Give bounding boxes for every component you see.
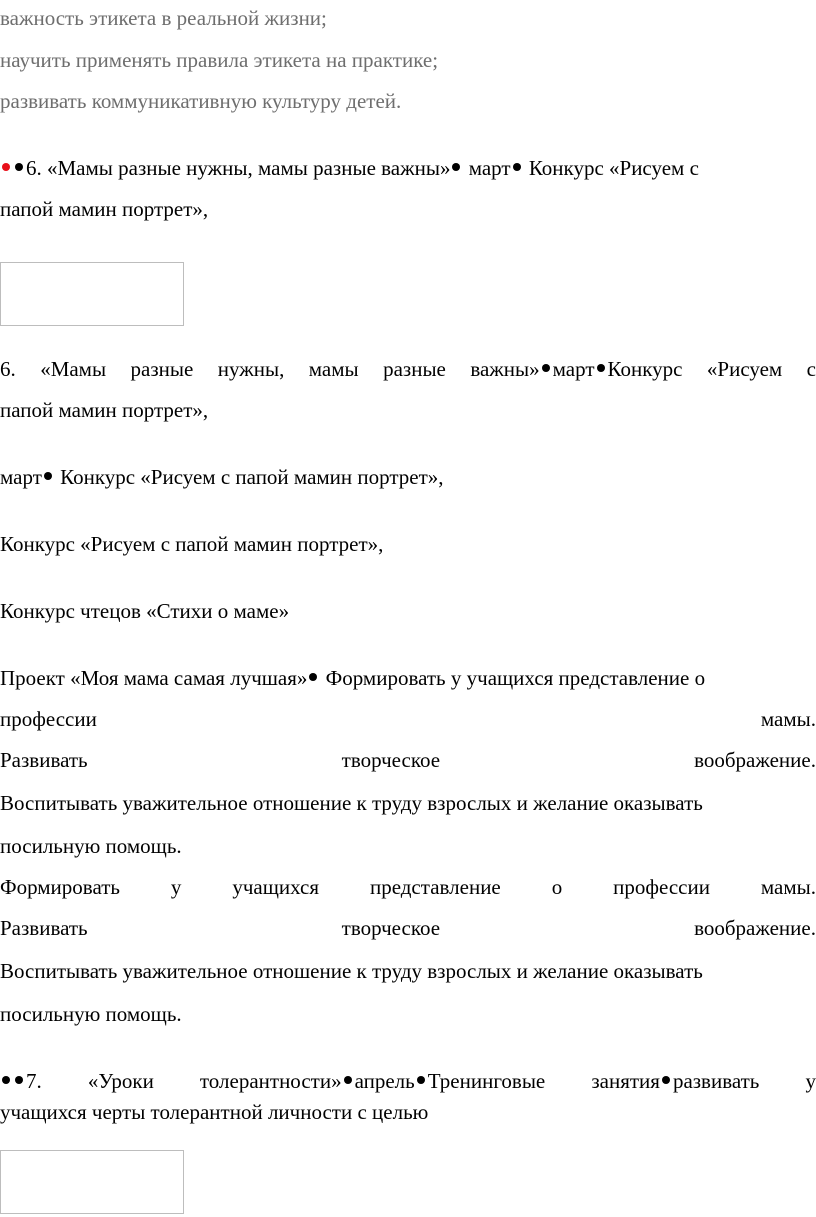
bullet-icon	[542, 364, 550, 372]
empty-table-cell	[0, 1150, 184, 1214]
word: представление	[369, 875, 501, 899]
word: у	[170, 875, 182, 899]
word: мамы	[308, 357, 359, 381]
bullet-icon	[15, 1076, 23, 1084]
word-group	[200, 1067, 545, 1095]
word: творческое	[341, 916, 441, 940]
word: «Рисуем	[706, 357, 783, 381]
word: «Мамы	[40, 357, 107, 381]
word: разные	[383, 357, 446, 381]
word: с	[806, 357, 816, 381]
bullet-icon	[15, 163, 23, 171]
item6-bullet-line	[0, 154, 816, 182]
project-line-1	[0, 664, 816, 692]
project-line-4: Воспитывать уважительное отношение к труду взрослых и желание оказывать	[0, 791, 703, 815]
repeat-line-2	[0, 914, 816, 942]
word: Развивать	[0, 748, 88, 772]
word: у	[805, 1069, 816, 1093]
readers-contest-line: Конкурс чтецов «Стихи о маме»	[0, 599, 290, 623]
march-word: март	[0, 465, 42, 489]
word: воображение.	[694, 748, 816, 772]
word-group	[591, 1067, 759, 1095]
item7-line-1	[0, 1067, 816, 1095]
bullet-icon	[452, 163, 460, 171]
word-group	[0, 1067, 42, 1095]
contest-line: Конкурс «Рисуем с папой мамин портрет»,	[0, 532, 384, 556]
word: занятия	[591, 1069, 660, 1093]
project-goal: Формировать у учащихся представление о	[320, 666, 706, 690]
word: Развивать	[0, 916, 88, 940]
project-line-3	[0, 746, 816, 774]
word: 6.	[0, 357, 16, 381]
word: важны»	[470, 357, 540, 381]
word: воображение.	[694, 916, 816, 940]
item6-contest: Конкурс «Рисуем с	[523, 156, 699, 180]
bullet-icon	[417, 1076, 425, 1084]
repeat-line-1	[0, 873, 816, 901]
word: Тренинговые	[427, 1069, 546, 1093]
word-group	[470, 355, 682, 383]
bullet-icon	[662, 1076, 670, 1084]
word: «Уроки	[87, 1069, 154, 1093]
word: мамы.	[760, 875, 816, 899]
goal-line-3: развивать коммуникативную культуру детей.	[0, 89, 402, 113]
item6-detail-line	[0, 355, 816, 383]
project-line-5: посильную помощь.	[0, 834, 182, 858]
word: Конкурс	[607, 357, 683, 381]
red-bullet-icon	[2, 163, 10, 171]
bullet-icon	[597, 364, 605, 372]
word: Формировать	[0, 875, 120, 899]
march-line	[0, 463, 816, 491]
word: нужны,	[217, 357, 285, 381]
item6-detail-line2: папой мамин портрет»,	[0, 398, 209, 422]
march-contest: Конкурс «Рисуем с папой мамин портрет»,	[54, 465, 444, 489]
item7-month: апрель	[354, 1069, 415, 1093]
word: о	[551, 875, 563, 899]
goal-line-1: важность этикета в реальной жизни;	[0, 6, 327, 30]
word: разные	[130, 357, 194, 381]
item6-bullet-line2: папой мамин портрет»,	[0, 197, 209, 221]
bullet-icon	[344, 1076, 352, 1084]
item7-line-2: учащихся черты толерантной личности с целью	[0, 1100, 429, 1124]
word: мамы.	[760, 707, 816, 731]
item6-month: март	[463, 156, 511, 180]
goal-line-2: научить применять правила этикета на практике;	[0, 48, 439, 72]
bullet-icon	[513, 163, 521, 171]
repeat-line-4: посильную помощь.	[0, 1002, 182, 1026]
repeat-line-3: Воспитывать уважительное отношение к труду взрослых и желание оказывать	[0, 959, 703, 983]
word: толерантности»	[199, 1069, 342, 1093]
word: профессии	[0, 707, 97, 731]
word: профессии	[613, 875, 710, 899]
word: учащихся	[232, 875, 320, 899]
word: развивать	[672, 1069, 760, 1093]
word: март	[552, 357, 595, 381]
bullet-icon	[2, 1076, 10, 1084]
bullet-icon	[44, 472, 52, 480]
item6-title: 6. «Мамы разные нужны, мамы разные важны»	[26, 156, 451, 180]
item7-number: 7.	[26, 1069, 42, 1093]
empty-table-cell	[0, 262, 184, 326]
project-line-2	[0, 705, 816, 733]
word: творческое	[341, 748, 441, 772]
project-title: Проект «Моя мама самая лучшая»	[0, 666, 308, 690]
bullet-icon	[309, 673, 317, 681]
